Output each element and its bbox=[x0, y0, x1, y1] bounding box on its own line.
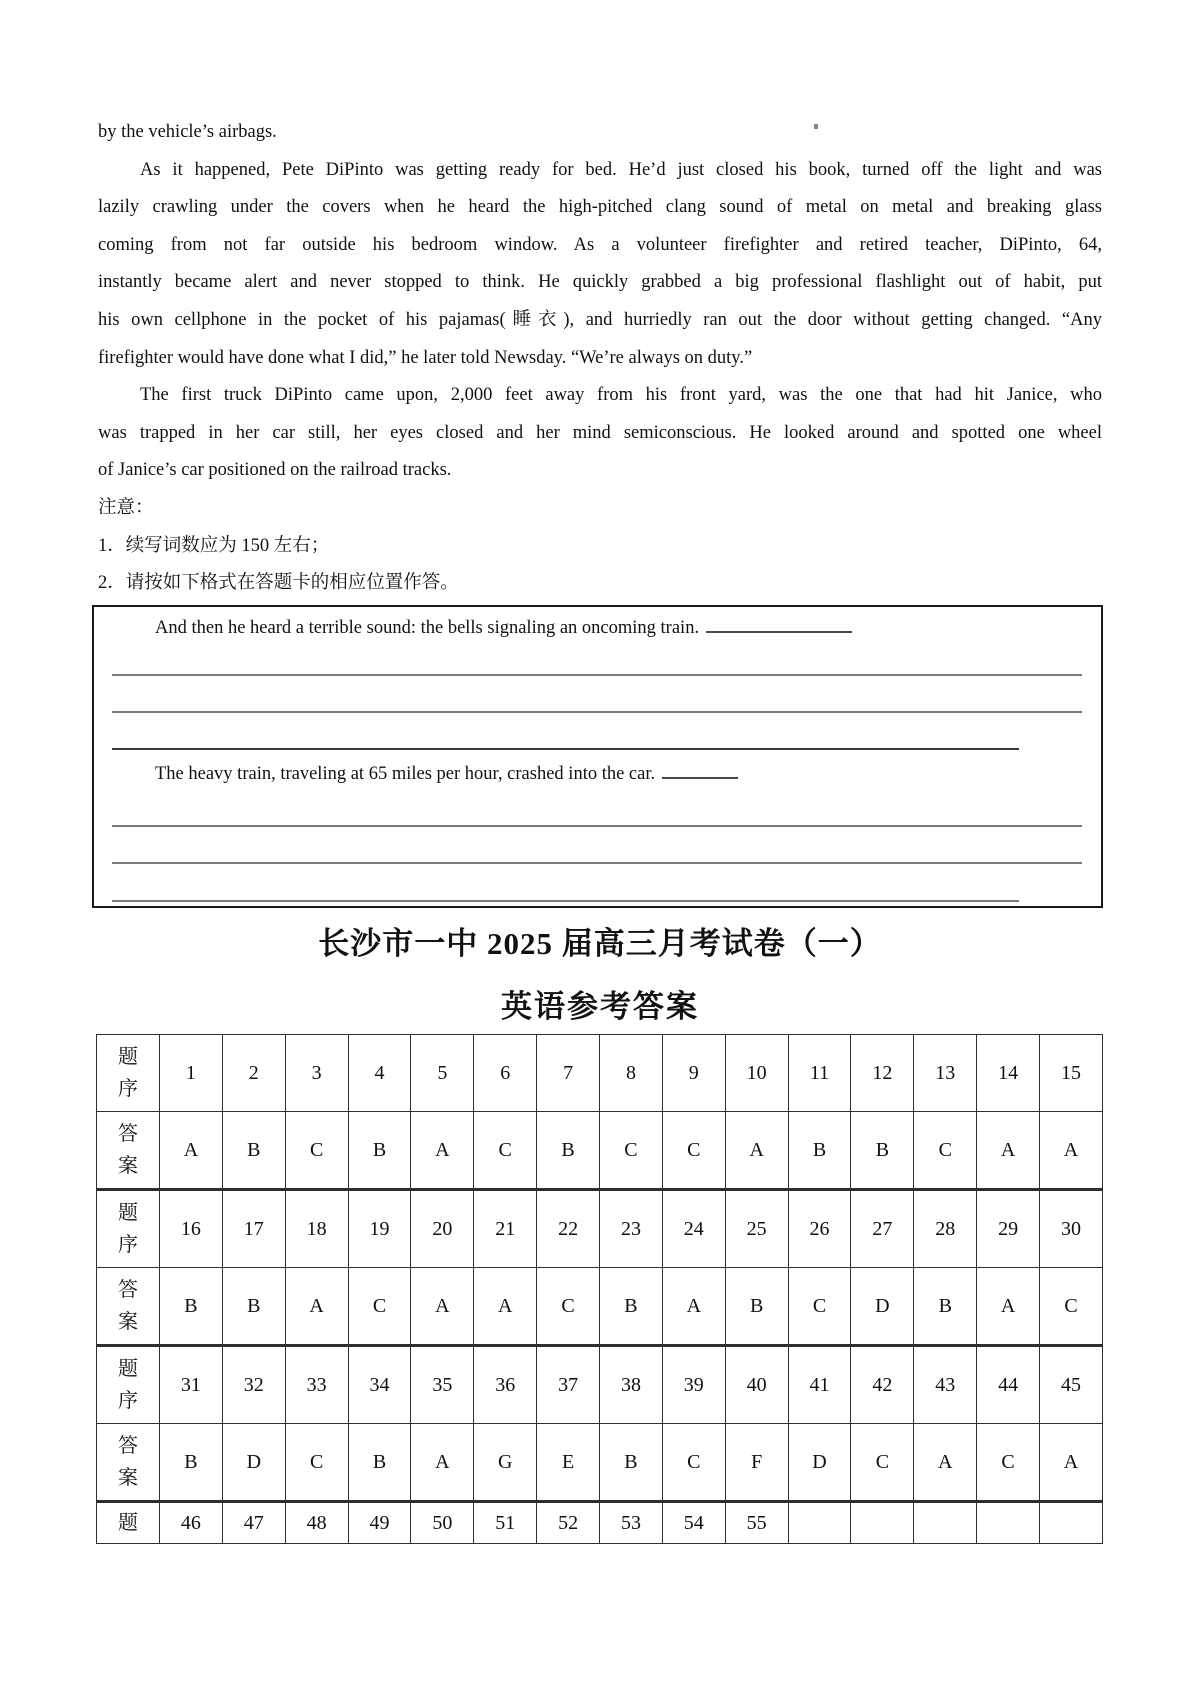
answer-cell: B bbox=[160, 1268, 223, 1346]
answer-blank-line bbox=[662, 763, 738, 779]
answer-cell: B bbox=[914, 1268, 977, 1346]
question-number-cell: 37 bbox=[537, 1346, 600, 1424]
question-number-cell: 44 bbox=[977, 1346, 1040, 1424]
question-number-cell: 47 bbox=[222, 1502, 285, 1544]
answer-cell: A bbox=[725, 1112, 788, 1190]
question-number-cell: 6 bbox=[474, 1035, 537, 1112]
answer-cell: G bbox=[474, 1424, 537, 1502]
question-number-cell: 15 bbox=[1040, 1035, 1103, 1112]
answer-row bbox=[97, 1268, 1103, 1346]
answer-cell: C bbox=[788, 1268, 851, 1346]
question-number-cell: 4 bbox=[348, 1035, 411, 1112]
answer-cell: B bbox=[537, 1112, 600, 1190]
writing-prompt-1-text: And then he heard a terrible sound: the bells signaling an oncoming train. bbox=[155, 618, 700, 638]
answer-key-title: 英语参考答案 bbox=[501, 989, 699, 1024]
passage-line: by the vehicle’s airbags. bbox=[98, 122, 277, 142]
question-number-cell: 43 bbox=[914, 1346, 977, 1424]
answer-cell: E bbox=[537, 1424, 600, 1502]
question-number-cell: 54 bbox=[662, 1502, 725, 1544]
answer-cell: C bbox=[977, 1424, 1040, 1502]
question-number-cell: 26 bbox=[788, 1190, 851, 1268]
question-number-cell: 39 bbox=[662, 1346, 725, 1424]
question-number-cell: 25 bbox=[725, 1190, 788, 1268]
answer-cell: C bbox=[348, 1268, 411, 1346]
question-number-cell: 11 bbox=[788, 1035, 851, 1112]
question-number-cell bbox=[914, 1502, 977, 1544]
answer-cell: B bbox=[160, 1424, 223, 1502]
row-header-cell bbox=[97, 1112, 160, 1190]
row-header-text: 题 bbox=[118, 1512, 138, 1534]
answer-cell: A bbox=[1040, 1424, 1103, 1502]
answer-cell: C bbox=[662, 1112, 725, 1190]
exam-title: 长沙市一中 2025 届高三月考试卷（一） bbox=[318, 926, 882, 961]
question-number-cell: 55 bbox=[725, 1502, 788, 1544]
answer-cell: F bbox=[725, 1424, 788, 1502]
answer-blank-line bbox=[112, 711, 1082, 713]
answer-cell: B bbox=[788, 1112, 851, 1190]
row-header-cell bbox=[97, 1424, 160, 1502]
answer-cell: A bbox=[411, 1424, 474, 1502]
question-number-cell: 18 bbox=[285, 1190, 348, 1268]
answer-cell: A bbox=[285, 1268, 348, 1346]
row-header-text: 题序 bbox=[118, 1202, 138, 1256]
question-number-cell: 3 bbox=[285, 1035, 348, 1112]
question-number-cell: 27 bbox=[851, 1190, 914, 1268]
notice-heading: 注意： bbox=[98, 497, 154, 518]
row-header-cell bbox=[97, 1502, 160, 1544]
question-number-cell bbox=[788, 1502, 851, 1544]
question-number-cell: 31 bbox=[160, 1346, 223, 1424]
answer-cell: A bbox=[474, 1268, 537, 1346]
answer-cell: C bbox=[474, 1112, 537, 1190]
question-number-cell: 50 bbox=[411, 1502, 474, 1544]
answer-cell: B bbox=[222, 1112, 285, 1190]
question-number-cell: 8 bbox=[600, 1035, 663, 1112]
question-number-cell: 19 bbox=[348, 1190, 411, 1268]
question-number-cell: 51 bbox=[474, 1502, 537, 1544]
passage-line: lazily crawling under the covers when he heard the high-pitched clang sound of metal on metal and breaking glass bbox=[98, 197, 1102, 218]
passage-line: his own cellphone in the pocket of his pajamas(睡衣), and hurriedly ran out the door without getting changed. “Any bbox=[98, 309, 1102, 330]
question-number-cell: 5 bbox=[411, 1035, 474, 1112]
question-number-cell: 46 bbox=[160, 1502, 223, 1544]
answer-row bbox=[97, 1424, 1103, 1502]
answer-cell: D bbox=[222, 1424, 285, 1502]
notice-block bbox=[98, 490, 1102, 603]
question-number-cell: 33 bbox=[285, 1346, 348, 1424]
answer-blank-line bbox=[112, 825, 1082, 827]
row-header-cell bbox=[97, 1035, 160, 1112]
answer-cell: D bbox=[788, 1424, 851, 1502]
answer-cell: C bbox=[600, 1112, 663, 1190]
notice-item-1: 1．续写词数应为 150 左右； bbox=[98, 535, 330, 556]
question-number-cell: 22 bbox=[537, 1190, 600, 1268]
question-number-cell: 34 bbox=[348, 1346, 411, 1424]
row-header-text: 答案 bbox=[118, 1435, 138, 1489]
question-number-cell: 12 bbox=[851, 1035, 914, 1112]
answer-cell: C bbox=[1040, 1268, 1103, 1346]
answer-blank-line bbox=[706, 617, 852, 633]
print-speck bbox=[814, 124, 818, 129]
answer-cell: B bbox=[851, 1112, 914, 1190]
question-number-cell: 52 bbox=[537, 1502, 600, 1544]
question-number-cell: 32 bbox=[222, 1346, 285, 1424]
row-header-text: 答案 bbox=[118, 1123, 138, 1177]
question-number-cell: 21 bbox=[474, 1190, 537, 1268]
writing-prompt-2 bbox=[155, 763, 1089, 785]
question-number-cell: 20 bbox=[411, 1190, 474, 1268]
question-number-cell: 10 bbox=[725, 1035, 788, 1112]
row-header-cell bbox=[97, 1190, 160, 1268]
row-header-cell bbox=[97, 1268, 160, 1346]
answer-cell: B bbox=[222, 1268, 285, 1346]
answer-cell: A bbox=[662, 1268, 725, 1346]
continuation-writing-answer-box bbox=[92, 605, 1103, 908]
question-number-cell: 29 bbox=[977, 1190, 1040, 1268]
question-number-row bbox=[97, 1346, 1103, 1424]
answer-cell: B bbox=[348, 1424, 411, 1502]
question-number-cell: 30 bbox=[1040, 1190, 1103, 1268]
question-number-cell: 53 bbox=[600, 1502, 663, 1544]
question-number-cell: 42 bbox=[851, 1346, 914, 1424]
question-number-row bbox=[97, 1190, 1103, 1268]
answer-cell: C bbox=[851, 1424, 914, 1502]
answer-key-table bbox=[96, 1034, 1103, 1544]
answer-cell: C bbox=[662, 1424, 725, 1502]
passage-line: As it happened, Pete DiPinto was getting ready for bed. He’d just closed his book, turned off the light and was bbox=[140, 159, 1102, 180]
question-number-cell: 17 bbox=[222, 1190, 285, 1268]
question-number-cell: 48 bbox=[285, 1502, 348, 1544]
writing-prompt-2-text: The heavy train, traveling at 65 miles per hour, crashed into the car. bbox=[155, 764, 656, 784]
passage-line: The first truck DiPinto came upon, 2,000 feet away from his front yard, was the one that had hit Janice, who bbox=[140, 385, 1102, 406]
answer-cell: C bbox=[285, 1112, 348, 1190]
answer-cell: B bbox=[600, 1424, 663, 1502]
answer-cell: A bbox=[977, 1268, 1040, 1346]
answer-cell: C bbox=[285, 1424, 348, 1502]
answer-cell: A bbox=[411, 1268, 474, 1346]
question-number-cell: 28 bbox=[914, 1190, 977, 1268]
question-number-cell: 2 bbox=[222, 1035, 285, 1112]
question-number-cell: 35 bbox=[411, 1346, 474, 1424]
answer-cell: A bbox=[1040, 1112, 1103, 1190]
row-header-text: 答案 bbox=[118, 1279, 138, 1333]
answer-cell: B bbox=[348, 1112, 411, 1190]
notice-item-2: 2．请按如下格式在答题卡的相应位置作答。 bbox=[98, 573, 459, 594]
answer-blank-line bbox=[112, 674, 1082, 676]
question-number-cell: 9 bbox=[662, 1035, 725, 1112]
passage-line: coming from not far outside his bedroom window. As a volunteer firefighter and retired teacher, DiPinto, 64, bbox=[98, 234, 1102, 255]
answer-cell: A bbox=[977, 1112, 1040, 1190]
passage-line: was trapped in her car still, her eyes closed and her mind semiconscious. He looked around and spotted one wheel bbox=[98, 422, 1102, 443]
answer-cell: A bbox=[411, 1112, 474, 1190]
answer-row bbox=[97, 1112, 1103, 1190]
question-number-cell: 41 bbox=[788, 1346, 851, 1424]
passage-line: instantly became alert and never stopped to think. He quickly grabbed a big professional flashlight out of habit, put bbox=[98, 272, 1102, 293]
question-number-cell: 23 bbox=[600, 1190, 663, 1268]
passage-line: of Janice’s car positioned on the railroad tracks. bbox=[98, 460, 452, 481]
question-number-cell: 13 bbox=[914, 1035, 977, 1112]
question-number-row bbox=[97, 1502, 1103, 1544]
question-number-cell: 16 bbox=[160, 1190, 223, 1268]
answer-cell: B bbox=[600, 1268, 663, 1346]
answer-blank-line bbox=[112, 862, 1082, 864]
answer-cell: C bbox=[537, 1268, 600, 1346]
passage-line: firefighter would have done what I did,” he later told Newsday. “We’re always on duty.” bbox=[98, 347, 753, 368]
question-number-cell: 14 bbox=[977, 1035, 1040, 1112]
answer-cell: A bbox=[914, 1424, 977, 1502]
passage-and-notes bbox=[98, 114, 1102, 603]
row-header-text: 题序 bbox=[118, 1046, 138, 1100]
reading-passage bbox=[98, 114, 1102, 490]
question-number-row bbox=[97, 1035, 1103, 1112]
answer-cell: A bbox=[160, 1112, 223, 1190]
question-number-cell: 49 bbox=[348, 1502, 411, 1544]
answer-blank-line bbox=[112, 900, 1019, 902]
row-header-cell bbox=[97, 1346, 160, 1424]
question-number-cell bbox=[851, 1502, 914, 1544]
question-number-cell: 24 bbox=[662, 1190, 725, 1268]
answer-blank-line bbox=[112, 748, 1019, 750]
question-number-cell: 7 bbox=[537, 1035, 600, 1112]
question-number-cell: 38 bbox=[600, 1346, 663, 1424]
answer-cell: B bbox=[725, 1268, 788, 1346]
question-number-cell: 1 bbox=[160, 1035, 223, 1112]
question-number-cell: 45 bbox=[1040, 1346, 1103, 1424]
question-number-cell bbox=[977, 1502, 1040, 1544]
answer-cell: D bbox=[851, 1268, 914, 1346]
question-number-cell: 36 bbox=[474, 1346, 537, 1424]
question-number-cell: 40 bbox=[725, 1346, 788, 1424]
answer-cell: C bbox=[914, 1112, 977, 1190]
question-number-cell bbox=[1040, 1502, 1103, 1544]
row-header-text: 题序 bbox=[118, 1358, 138, 1412]
writing-prompt-1 bbox=[155, 617, 1089, 639]
